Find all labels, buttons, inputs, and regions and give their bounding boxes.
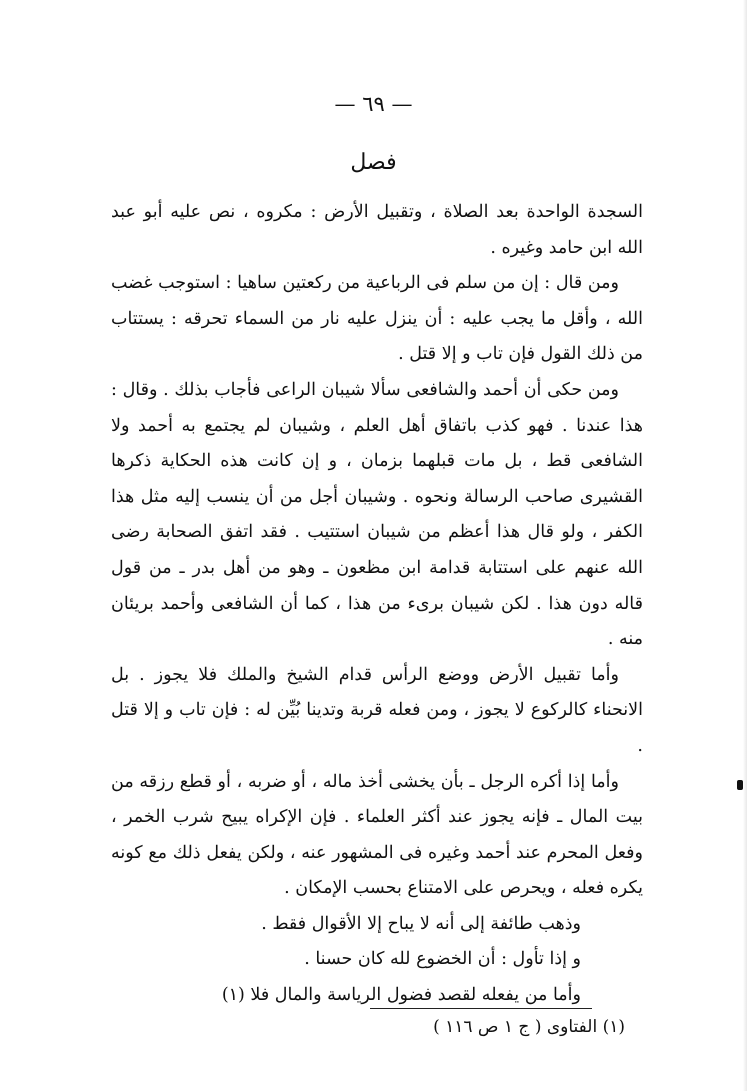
paragraph: السجدة الواحدة بعد الصلاة ، وتقبيل الأرض : مكروه ، نص عليه أبو عبد الله ابن حامد وغيره . bbox=[111, 202, 643, 258]
footnote: (١) الفتاوى ( ج ١ ص ١١٦ ) bbox=[433, 1017, 625, 1037]
short-line: وذهب طائفة إلى أنه لا يباح إلا الأقوال فقط . bbox=[261, 913, 581, 934]
section-title: فصل bbox=[350, 150, 397, 175]
page-number: — ٦٩ — bbox=[334, 92, 413, 116]
short-line: و إذا تأول : أن الخضوع لله كان حسنا . bbox=[304, 949, 581, 970]
paragraph: وأما إذا أكره الرجل ـ بأن يخشى أخذ ماله ، أو ضربه ، أو قطع رزقه من بيت المال ـ فإنه يجوز عند أكثر العلماء . فإن الإكراه يبيح شرب الخمر ، وفعل المحرم عند أحمد وغيره فى المشهور عنه ، ولكن يفعل ذلك مع كونه يكره فعله ، ويحرص على الامتناع بحسب الإمكان . bbox=[111, 771, 643, 899]
paragraph: ومن حكى أن أحمد والشافعى سألا شيبان الراعى فأجاب بذلك . وقال : هذا عندنا . فهو كذب باتفاق أهل العلم ، وشيبان لم يجتمع به أحمد ولا الشافعى قط ، بل مات قبلهما بزمان ، و إن كانت هذه الحكاية ذكرها القشيرى صاحب الرسالة ونحوه . وشيبان أجل من أن ينسب إليه مثل هذا الكفر ، ولو قال هذا أعظم من شيبان استتيب . فقد اتفق الصحابة رضى الله عنهم على استتابة قدامة ابن مظعون ـ وهو من أهل بدر ـ من قول قاله دون هذا . لكن شيبان برىء من هذا ، كما أن الشافعى وأحمد بريئان منه . bbox=[111, 379, 643, 650]
footnote-divider bbox=[370, 1008, 592, 1009]
page-edge bbox=[743, 0, 747, 1091]
short-line: وأما من يفعله لقصد فضول الرياسة والمال فلا (١) bbox=[221, 985, 581, 1006]
paragraph: وأما تقبيل الأرض ووضع الرأس قدام الشيخ والملك فلا يجوز . بل الانحناء كالركوع لا يجوز ، ومن فعله قربة وتدينا بُيِّن له : فإن تاب و إلا قتل . bbox=[111, 664, 643, 756]
paragraph: ومن قال : إن من سلم فى الرباعية من ركعتين ساهيا : استوجب غضب الله ، وأقل ما يجب عليه : أن ينزل عليه نار من السماء تحرقه : يستتاب من ذلك القول فإن تاب و إلا قتل . bbox=[111, 273, 643, 365]
body-text bbox=[111, 195, 643, 1014]
